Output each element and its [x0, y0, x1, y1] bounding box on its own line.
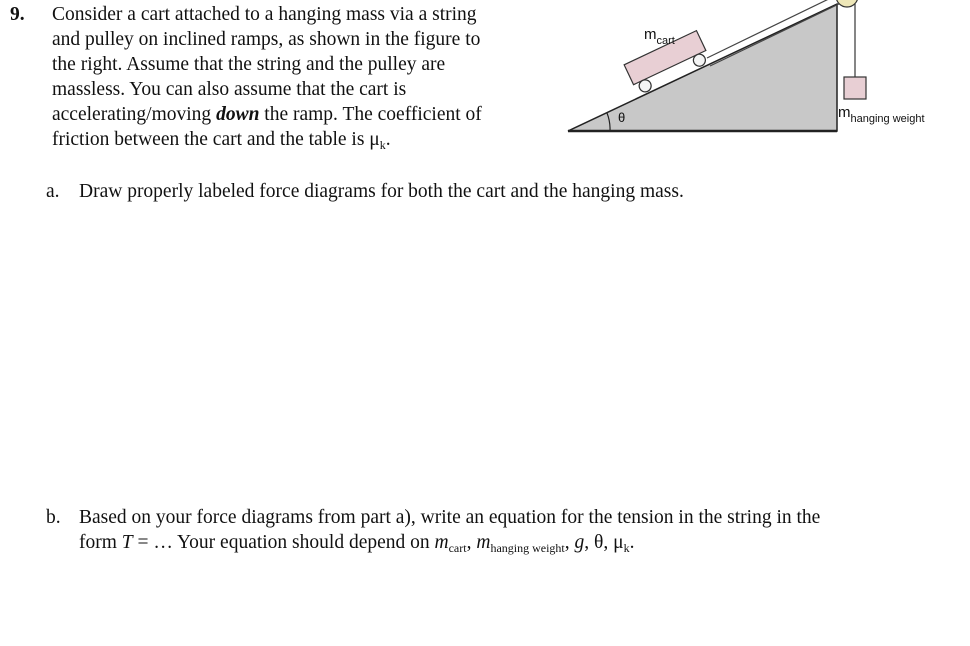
part-b-text-run: = … Your equation should depend on: [132, 532, 435, 553]
question-text: the ramp. The coefficient of: [259, 104, 482, 125]
question-body: [52, 2, 572, 152]
mu-subscript: k: [379, 138, 386, 152]
period: .: [629, 532, 635, 553]
mu-subscript: k: [623, 541, 630, 555]
separator: ,: [564, 532, 575, 553]
question-line: Consider a cart attached to a hanging mass via a string: [52, 4, 477, 25]
hanging-mass-label: [838, 104, 925, 125]
separator: , θ, μ: [584, 532, 624, 553]
question-line: and pulley on inclined ramps, as shown in the figure to: [52, 29, 481, 50]
part-b-text-run: form: [79, 532, 122, 553]
m-cart-symbol: m: [434, 532, 449, 553]
part-b-line: [79, 530, 820, 555]
question-line: [52, 102, 572, 127]
part-b-line: Based on your force diagrams from part a), write an equation for the tension in the string in the: [79, 507, 821, 528]
m-cart-subscript: cart: [448, 541, 467, 555]
ramp: [568, 4, 837, 131]
incline-pulley-figure: [560, 0, 960, 140]
question-text: friction between the cart and the table is μ: [52, 129, 380, 150]
tension-symbol: T: [121, 532, 133, 553]
part-a-label: a.: [46, 181, 60, 202]
part-a-text: Draw properly labeled force diagrams for both the cart and the hanging mass.: [79, 181, 684, 202]
m-hanging-symbol: m: [476, 532, 491, 553]
question-line: [52, 127, 572, 152]
question-line: massless. You can also assume that the cart is: [52, 79, 407, 100]
question-text: .: [385, 129, 391, 150]
question-text: accelerating/moving: [52, 104, 217, 125]
question-number: 9.: [10, 4, 25, 25]
cart-mass-label: [644, 26, 675, 47]
g-symbol: g: [574, 532, 585, 553]
separator: ,: [466, 532, 477, 553]
hanging-mass-subscript: hanging weight: [850, 113, 925, 125]
question-line: the right. Assume that the string and the pulley are: [52, 54, 446, 75]
cart-mass-subscript: cart: [656, 35, 675, 47]
m-hanging-subscript: hanging weight: [490, 541, 565, 555]
part-b-text: [79, 505, 820, 555]
hanging-mass-symbol: m: [838, 104, 851, 121]
angle-theta-label: θ: [618, 110, 626, 125]
hanging-mass: [844, 77, 866, 99]
cart-mass-symbol: m: [644, 26, 657, 43]
part-b-label: b.: [46, 507, 61, 528]
emphasis-down: down: [216, 104, 260, 125]
